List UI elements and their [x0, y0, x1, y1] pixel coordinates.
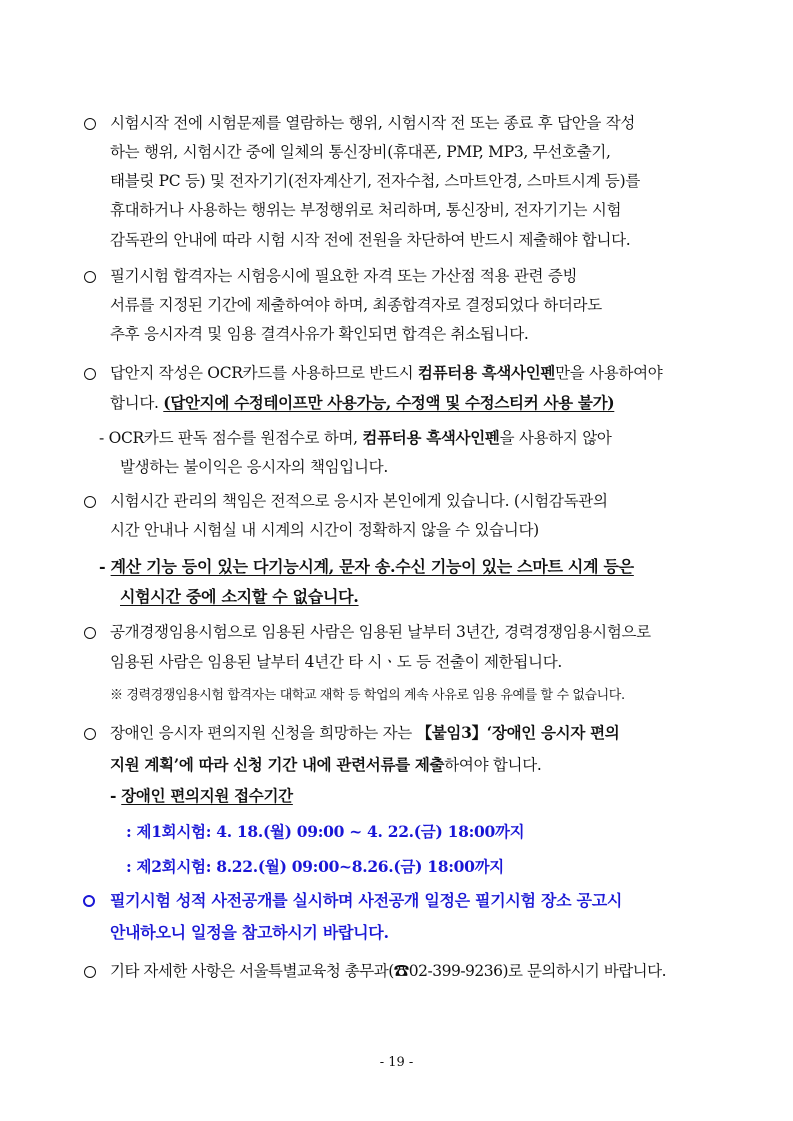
bullet-circle-icon: [84, 496, 96, 508]
text-span: 을 사용하지 않아: [499, 429, 612, 447]
bullet-circle-icon: [84, 627, 96, 639]
text-line: 안내하오니 일정을 참고하시기 바랍니다.: [110, 923, 389, 942]
text-line: 임용된 사람은 임용된 날부터 4년간 타 시ㆍ도 등 전출이 제한됩니다.: [110, 653, 563, 671]
text-line: 기타 자세한 사항은 서울특별교육청 총무과(☎02-399-9236)로 문의하시기 바랍니다.: [110, 962, 667, 980]
text-line: 시험시간 관리의 책임은 전적으로 응시자 본인에게 있습니다. (시험감독관의: [110, 492, 608, 510]
text-line: 시간 안내나 시험실 내 시계의 시간이 정확하지 않을 수 있습니다): [110, 521, 539, 539]
bullet-circle-icon: [84, 118, 96, 130]
bullet-circle-icon: [84, 271, 96, 283]
exam-date-2: : 제2회시험: 8.22.(월) 09:00~8.26.(금) 18:00까지: [126, 857, 504, 876]
emphasis-attachment: 【붙임3】‘장애인 응시자 편의: [416, 723, 620, 742]
text-span: 하여야 합니다.: [444, 756, 542, 774]
exam-date-1: : 제1회시험: 4. 18.(월) 09:00 ~ 4. 22.(금) 18:00까지: [126, 822, 525, 841]
emphasis-correction-rule: (답안지에 수정테이프만 사용가능, 수정액 및 수정스티커 사용 불가): [163, 393, 615, 412]
text-line: [110, 754, 542, 776]
emphasis-pen: 컴퓨터용 흑색사인펜: [362, 428, 500, 447]
sub-line: 시험시간 중에 소지할 수 없습니다.: [120, 587, 359, 606]
sub-line: [99, 427, 612, 449]
text-span: 합니다.: [110, 394, 164, 412]
text-span: - OCR카드 판독 점수를 원점수로 하며,: [99, 429, 363, 447]
text-line: [110, 392, 614, 414]
dash: -: [110, 786, 122, 805]
bullet-circle-icon: [84, 966, 96, 978]
dash: -: [99, 557, 111, 576]
text-span: 장애인 응시자 편의지원 신청을 희망하는 자는: [110, 724, 417, 742]
text-line: 필기시험 성적 사전공개를 실시하며 사전공개 일정은 필기시험 장소 공고시: [110, 891, 622, 910]
bullet-circle-icon: [84, 368, 96, 380]
text-line: [110, 362, 662, 384]
sub-line: [99, 556, 634, 578]
page-number: - 19 -: [379, 1055, 414, 1070]
emphasis-smartwatch: 계산 기능 등이 있는 다기능시계, 문자 송.수신 기능이 있는 스마트 시계 등은: [110, 557, 634, 576]
text-line: 휴대하거나 사용하는 행위는 부정행위로 처리하며, 통신장비, 전자기기는 시험: [110, 201, 622, 219]
sub-line: [110, 785, 293, 807]
text-span: 만을 사용하여야: [555, 364, 663, 382]
text-line: [110, 722, 619, 744]
support-period-heading: 장애인 편의지원 접수기간: [121, 786, 293, 805]
text-line: 시험시작 전에 시험문제를 열람하는 행위, 시험시작 전 또는 종료 후 답안을 작성: [110, 114, 636, 132]
sub-line: 발생하는 불이익은 응시자의 책임입니다.: [120, 458, 388, 476]
text-line: 서류를 지정된 기간에 제출하여야 하며, 최종합격자로 결정되었다 하더라도: [110, 296, 602, 314]
note-line: ※ 경력경쟁임용시험 합격자는 대학교 재학 등 학업의 계속 사유로 임용 유예를 할 수 없습니다.: [110, 688, 625, 703]
text-span: 답안지 작성은 OCR카드를 사용하므로 반드시: [110, 364, 418, 382]
emphasis-submission: 지원 계획’에 따라 신청 기간 내에 관련서류를 제출: [110, 755, 445, 774]
emphasis-pen: 컴퓨터용 흑색사인펜: [417, 363, 556, 382]
text-line: 공개경쟁임용시험으로 임용된 사람은 임용된 날부터 3년간, 경력경쟁임용시험으로: [110, 623, 651, 641]
text-line: 태블릿 PC 등) 및 전자기기(전자계산기, 전자수첩, 스마트안경, 스마트시계 등)를: [110, 172, 641, 190]
text-line: 추후 응시자격 및 임용 결격사유가 확인되면 합격은 취소됩니다.: [110, 325, 529, 343]
text-line: 감독관의 안내에 따라 시험 시작 전에 전원을 차단하여 반드시 제출해야 합니다.: [110, 231, 631, 249]
bullet-circle-icon: [83, 895, 95, 907]
bullet-circle-icon: [84, 728, 96, 740]
text-line: 필기시험 합격자는 시험응시에 필요한 자격 또는 가산점 적용 관련 증빙: [110, 267, 578, 285]
text-line: 하는 행위, 시험시간 중에 일체의 통신장비(휴대폰, PMP, MP3, 무선호출기,: [110, 143, 611, 161]
